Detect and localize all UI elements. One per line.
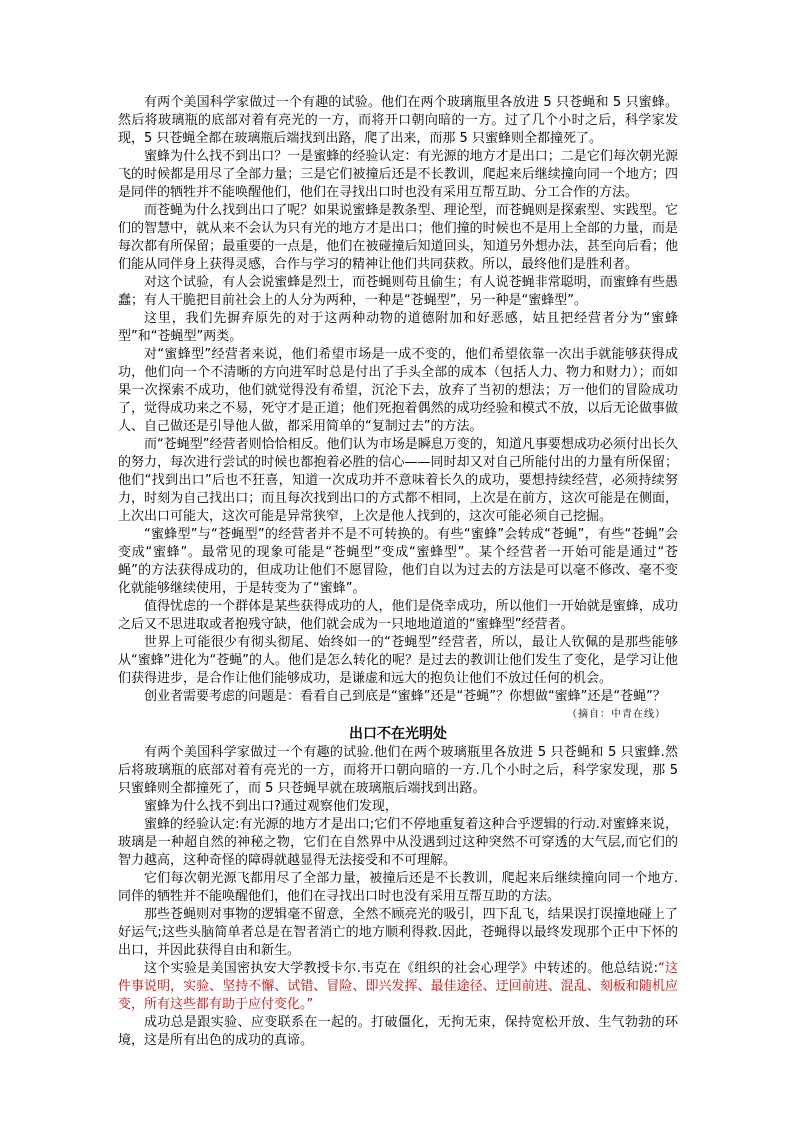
article1-paragraph: 对这个试验，有人会说蜜蜂是烈士，而苍蝇则苟且偷生；有人说苍蝇非常聪明，而蜜蜂有些愚蠢；有人干脆把目前社会上的人分为两种，一种是“苍蝇型”，另一种是“蜜蜂型”。 xyxy=(118,275,678,308)
article2-paragraph: 蜜蜂为什么找不到出口?通过观察他们发现， xyxy=(144,799,398,814)
article2-paragraph: 它们每次朝光源飞都用尽了全部力量，被撞后还是不长教训，爬起来后继续撞向同一个地方.同伴的牺牲并不能唤醒他们，他们在寻找出口时也没有采用互帮互助的方法。 xyxy=(118,871,678,904)
article1-paragraph: 世界上可能很少有彻头彻尾、始终如一的“苍蝇型”经营者，所以，最让人钦佩的是那些能够从“蜜蜂”进化为“苍蝇”的人。他们是怎么转化的呢？是过去的教训让他们发生了变化，是学习让他们获得进步，是合作让他们能够成功，是谦虚和远大的抱负让他们不放过任何的机会。 xyxy=(118,635,678,686)
article1-paragraph: 有两个美国科学家做过一个有趣的试验。他们在两个玻璃瓶里各放进 5 只苍蝇和 5 只蜜蜂。然后将玻璃瓶的底部对着有亮光的一方，而将开口朝向暗的一方。过了几个小时之后，科学家发现，5 只苍蝇全都在玻璃瓶后端找到出路，爬了出来，而那 5 只蜜蜂则全都撞死了。 xyxy=(118,95,678,146)
article1-paragraph: 而“苍蝇型”经营者则恰恰相反。他们认为市场是瞬息万变的，知道凡事要想成功必须付出长久的努力，每次进行尝试的时候也都抱着必胜的信心——同时却又对自己所能付出的力量有所保留；他们“找到出口”后也不狂喜，知道一次成功并不意味着长久的成功，要想持续经营，必须持续努力，时刻为自己找出口；而且每次找到出口的方式都不相同，上次是在前方，这次可能是在侧面，上次出口可能大，这次可能是异常狭窄，上次是他人找到的，这次可能必须自己挖掘。 xyxy=(118,437,678,524)
article1-paragraph: 值得忧虑的一个群体是某些获得成功的人，他们是侥幸成功，所以他们一开始就是蜜蜂，成功之后又不思进取或者抱残守缺，他们就会成为一只地地道道的“蜜蜂型”经营者。 xyxy=(118,599,678,632)
article2-paragraph: 那些苍蝇则对事物的逻辑毫不留意，全然不顾亮光的吸引，四下乱飞，结果误打误撞地碰上了好运气;这些头脑简单者总是在智者消亡的地方顺利得救.因此，苍蝇得以最终发现那个正中下怀的出口，并因此获得自由和新生。 xyxy=(118,907,678,958)
article1-paragraph: “蜜蜂型”与“苍蝇型”的经营者并不是不可转换的。有些“蜜蜂”会转成“苍蝇”，有些“苍蝇”会变成“蜜蜂”。最常见的现象可能是“苍蝇型”变成“蜜蜂型”。某个经营者一开始可能是通过“苍蝇”的方法获得成功的，但成功让他们不愿冒险，他们自以为过去的方法是可以毫不修改、毫不变化就能够继续使用，于是转变为了“蜜蜂”。 xyxy=(118,527,678,596)
article2-quote-paragraph xyxy=(118,960,678,1014)
article1-paragraph: 对“蜜蜂型”经营者来说，他们希望市场是一成不变的，他们希望依靠一次出手就能够获得成功，他们向一个不清晰的方向进军时总是付出了手头全部的成本（包括人力、物力和财力）；而如果一次探索不成功，他们就觉得没有希望，沉沦下去，放弃了当初的想法；万一他们的冒险成功了，觉得成功来之不易，死守才是正道；他们死抱着偶然的成功经验和模式不放，以后无论做事做人、自己做还是引导他人做，都采用简单的“复制过去”的方法。 xyxy=(118,347,678,434)
source-citation: （摘自：中青在线） xyxy=(567,709,666,720)
article2-title: 出口不在光明处 xyxy=(349,726,447,742)
article1-paragraph: 创业者需要考虑的问题是：看看自己到底是“蜜蜂”还是“苍蝇”？你想做“蜜蜂”还是“苍蝇”？ xyxy=(144,689,666,704)
article2-closing-paragraph: 成功总是跟实验、应变联系在一起的。打破僵化，无拘无束，保持宽松开放、生气勃勃的环境，这是所有出色的成功的真谛。 xyxy=(118,1015,678,1048)
article1-paragraph: 而苍蝇为什么找到出口了呢？如果说蜜蜂是教条型、理论型，而苍蝇则是探索型、实践型。它们的智慧中，就从来不会认为只有光的地方才是出口；他们撞的时候也不是用上全部的力量，而是每次都有所保留；最重要的一点是，他们在被碰撞后知道回头，知道另外想办法，甚至向后看；他们能从同伴身上获得灵感，合作与学习的精神让他们共同获救。所以，最终他们是胜利者。 xyxy=(118,203,678,272)
article2-paragraph: 有两个美国科学家做过一个有趣的试验.他们在两个玻璃瓶里各放进 5 只苍蝇和 5 只蜜蜂.然后将玻璃瓶的底部对着有亮光的一方，而将开口朝向暗的一方.几个小时之后，科学家发现，那 5 只蜜蜂则全都撞死了，而 5 只苍蝇早就在玻璃瓶后端找到出路。 xyxy=(118,745,678,796)
quote-intro: 这个实验是美国密执安大学教授卡尔.韦克在《组织的社会心理学》中转述的。他总结说: xyxy=(144,961,658,976)
article1-paragraph: 蜜蜂为什么找不到出口？一是蜜蜂的经验认定：有光源的地方才是出口；二是它们每次朝光源飞的时候都是用尽了全部力量；三是它们被撞后还是不长教训，爬起来后继续撞向同一个地方；四是同伴的牺牲并不能唤醒他们，他们在寻找出口时也没有采用互帮互助、分工合作的方法。 xyxy=(118,149,678,200)
document-page xyxy=(118,94,678,1050)
article1-paragraph: 这里，我们先摒弃原先的对于这两种动物的道德附加和好恶感，姑且把经营者分为“蜜蜂型”和“苍蝇型”两类。 xyxy=(118,311,678,344)
highlighted-quote: “这件事说明，实验、坚持不懈、试错、冒险、即兴发挥、最佳途径、迂回前进、混乱、刻板和随机应变，所有这些都有助于应付变化。” xyxy=(118,961,678,1012)
article2-paragraph: 蜜蜂的经验认定:有光源的地方才是出口;它们不停地重复着这种合乎逻辑的行动.对蜜蜂来说，玻璃是一种超自然的神秘之物，它们在自然界中从没遇到过这种突然不可穿透的大气层,而它们的智力越高，这种奇怪的障碍就越显得无法接受和不可理解。 xyxy=(118,817,678,868)
